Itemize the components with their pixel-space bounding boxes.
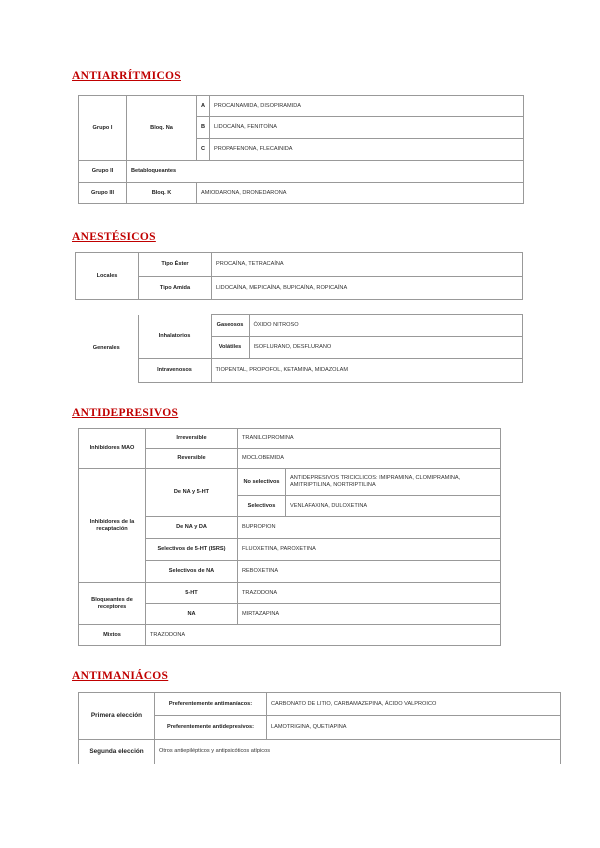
sel-na-label: Selectivos de NA	[146, 561, 238, 583]
anestesicos-locales-table	[75, 252, 523, 300]
subclass-c-value: PROPAFENONA, FLECAINIDA	[210, 139, 524, 161]
anestesicos-generales-table	[75, 314, 523, 383]
selectivos-label: Selectivos	[238, 496, 286, 517]
5ht-value: TRAZODONA	[238, 583, 501, 604]
isrs-value: FLUOXETINA, PAROXETINA	[238, 539, 501, 561]
pref-antimaniacos-label: Preferentemente antimaníacos:	[155, 693, 267, 716]
na-da-value: BUPROPION	[238, 517, 501, 539]
grupo1-label: Grupo I	[79, 96, 127, 161]
generales-label: Generales	[92, 345, 120, 351]
no-selectivos-label: No selectivos	[238, 469, 286, 496]
section-title-antiarritmicos: ANTIARRÍTMICOS	[72, 70, 181, 82]
mixtos-label: Mixtos	[79, 625, 146, 646]
irreversible-value: TRANILCIPROMINA	[238, 429, 501, 449]
inhib-recaptacion-label: Inhibidores de la recaptación	[79, 469, 146, 583]
mixtos-value: TRAZODONA	[146, 625, 501, 646]
bloq-na-label: Bloq. Na	[127, 96, 197, 161]
bloq-receptores-label: Bloqueantes de receptores	[79, 583, 146, 625]
segunda-eleccion-label: Segunda elección	[79, 740, 155, 764]
pref-antidepresivos-label: Preferentemente antidepresivos:	[155, 716, 267, 740]
na-value: MIRTAZAPINA	[238, 604, 501, 625]
na-da-label: De NA y DA	[146, 517, 238, 539]
subclass-a-value: PROCAINAMIDA, DISOPIRAMIDA	[210, 96, 524, 117]
pref-antidepresivos-value: LAMOTRIGINA, QUETIAPINA	[267, 716, 561, 740]
primera-eleccion-label: Primera elección	[79, 693, 155, 740]
section-title-antimaniacos: ANTIMANIÁCOS	[72, 670, 169, 682]
reversible-label: Reversible	[146, 449, 238, 469]
antidepresivos-table	[78, 428, 501, 646]
volatiles-value: ISOFLURANO, DESFLURANO	[249, 337, 523, 359]
bloq-k-label: Bloq. K	[127, 183, 197, 204]
gaseosos-label: Gaseosos	[211, 315, 249, 337]
irreversible-label: Irreversible	[146, 429, 238, 449]
5ht-label: 5-HT	[146, 583, 238, 604]
antimaniacos-table	[78, 692, 561, 764]
grupo2-value: Betabloqueantes	[127, 161, 524, 183]
grupo3-value: AMIODARONA, DRONEDARONA	[197, 183, 524, 204]
subclass-c: C	[197, 139, 210, 161]
grupo2-label: Grupo II	[79, 161, 127, 183]
isrs-label: Selectivos de 5-HT (ISRS)	[146, 539, 238, 561]
na-5ht-label: De NA y 5-HT	[146, 469, 238, 517]
tipo-amida-value: LIDOCAÍNA, MEPICAÍNA, BUPICAÍNA, ROPICAÍNA	[212, 277, 523, 300]
sel-na-value: REBOXETINA	[238, 561, 501, 583]
intravenosos-label: Intravenosos	[138, 359, 211, 383]
reversible-value: MOCLOBEMIDA	[238, 449, 501, 469]
subclass-b: B	[197, 117, 210, 139]
intravenosos-value: TIOPENTAL, PROPOFOL, KETAMINA, MIDAZOLAM	[211, 359, 523, 383]
tipo-ester-value: PROCAÍNA, TETRACAÍNA	[212, 253, 523, 277]
section-title-anestesicos: ANESTÉSICOS	[72, 231, 156, 243]
antiarritmicos-table	[78, 95, 524, 204]
imao-label: Inhibidores MAO	[79, 429, 146, 469]
tipo-ester-label: Tipo Éster	[139, 253, 212, 277]
inhalatorios-label: Inhalatorios	[138, 315, 211, 359]
subclass-a: A	[197, 96, 210, 117]
na-label: NA	[146, 604, 238, 625]
pref-antimaniacos-value: CARBONATO DE LITIO, CARBAMAZEPINA, ÁCIDO VALPROICO	[267, 693, 561, 716]
section-title-antidepresivos: ANTIDEPRESIVOS	[72, 407, 179, 419]
selectivos-value: VENLAFAXINA, DULOXETINA	[286, 496, 501, 517]
subclass-b-value: LIDOCAÍNA, FENITOÍNA	[210, 117, 524, 139]
grupo3-label: Grupo III	[79, 183, 127, 204]
tipo-amida-label: Tipo Amida	[139, 277, 212, 300]
volatiles-label: Volátiles	[211, 337, 249, 359]
no-selectivos-value: ANTIDEPRESIVOS TRICICLICOS: IMIPRAMINA, CLOMIPRAMINA, AMITRIPTILINA, NORTRIPTILINA	[286, 469, 501, 496]
segunda-eleccion-value: Otros antiepilépticos y antipsicóticos atípicos	[155, 740, 561, 764]
gaseosos-value: ÓXIDO NITROSO	[249, 315, 523, 337]
locales-label: Locales	[76, 253, 139, 300]
